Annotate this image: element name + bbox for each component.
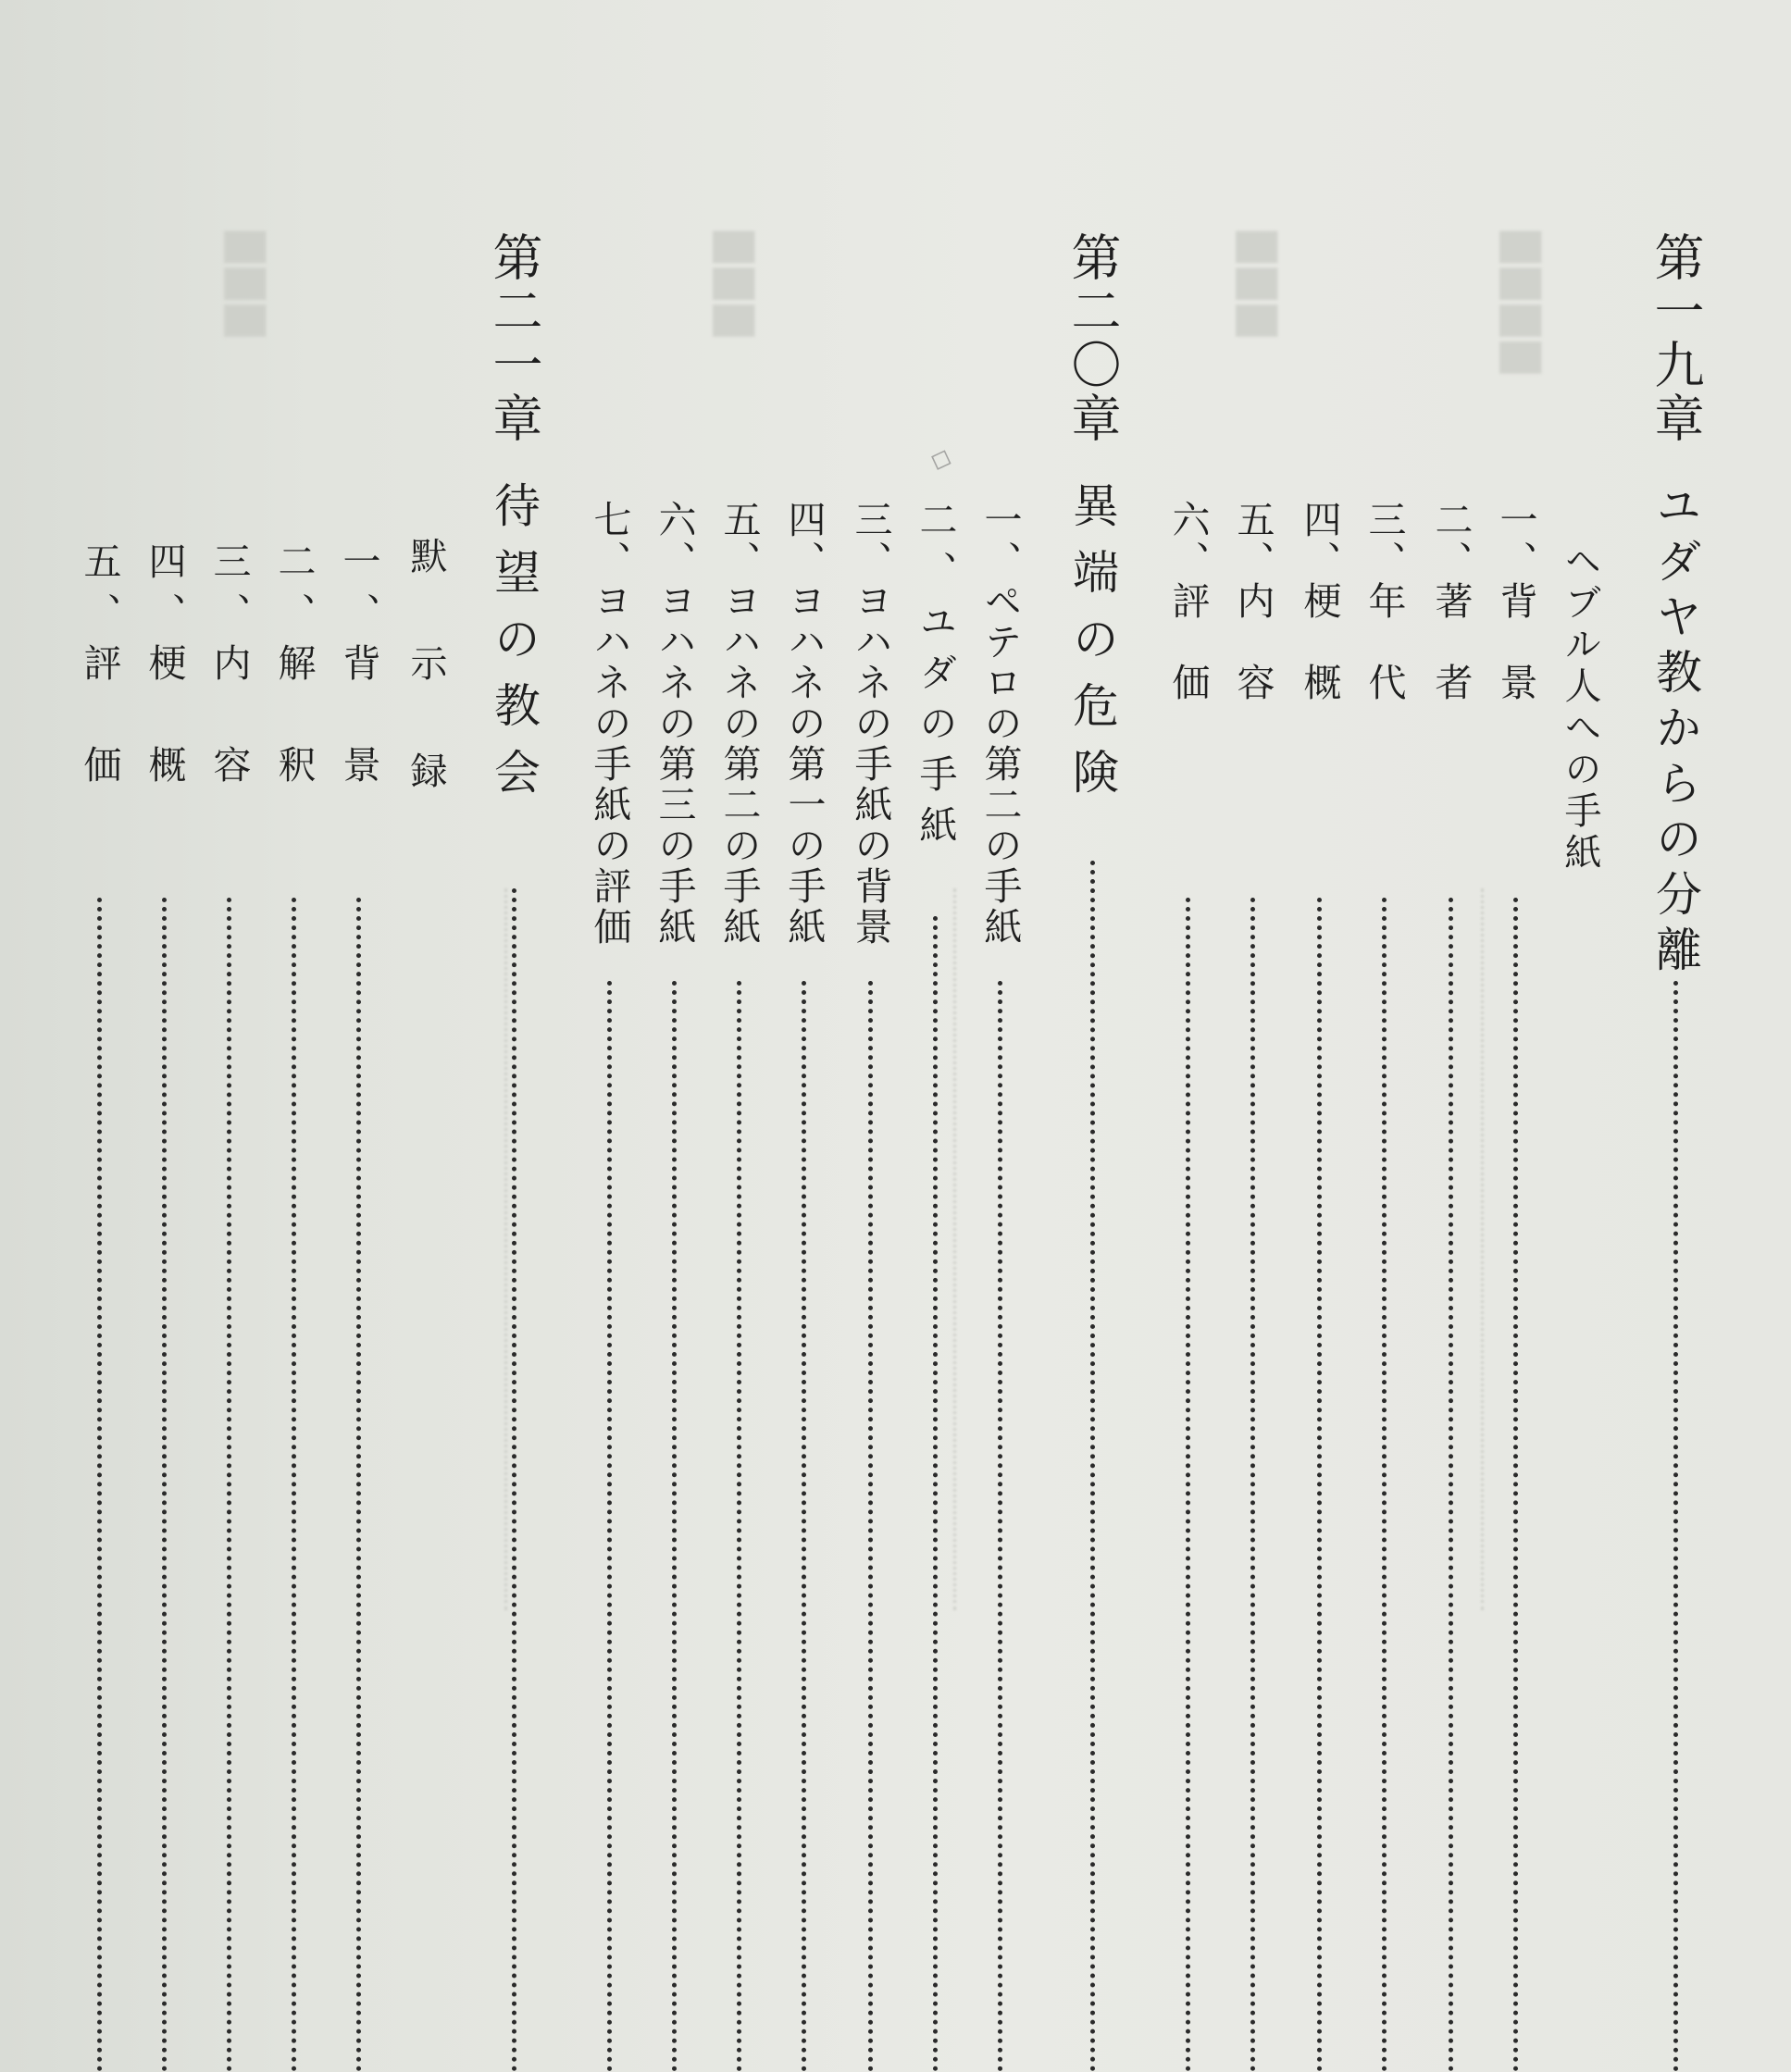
dot-leader [1513, 898, 1518, 2072]
entry-text: 一、ペテロの第二の手紙 [977, 500, 1023, 948]
entry-text: 三、内 容 [206, 541, 252, 796]
dot-leader [998, 981, 1002, 2072]
entry-text: 六、評 価 [1165, 500, 1211, 703]
dot-leader [1186, 898, 1190, 2072]
entry-text: 二、解 釈 [271, 541, 317, 796]
bleed-through-mark: ▇▇▇ [713, 231, 760, 342]
bleed-through-mark: ▇▇▇ [224, 231, 271, 342]
toc-entry [577, 0, 641, 2072]
dot-leader [1250, 898, 1255, 2072]
entry-text: 三、ヨハネの手紙の背景 [848, 500, 893, 948]
dot-leader [1449, 898, 1453, 2072]
dot-leader [868, 981, 873, 2072]
dot-leader [933, 916, 938, 2072]
entry-text: 三、年 代 [1362, 500, 1407, 703]
dot-leader [1382, 898, 1387, 2072]
dot-leader [1317, 898, 1322, 2072]
entry-text: 一、背 景 [336, 541, 381, 796]
entry-text: 二、著 者 [1428, 500, 1474, 703]
toc-entry [641, 0, 706, 2072]
toc-entry [67, 0, 131, 2072]
section-title: ヘブル人への手紙 [1559, 541, 1601, 875]
toc-entry [902, 0, 967, 2072]
dot-leader [802, 981, 806, 2072]
ink-smudge-mark: ◇ [921, 438, 963, 479]
toc-entry [326, 0, 391, 2072]
toc-entry [967, 0, 1032, 2072]
dot-leader [356, 898, 361, 2072]
entry-text: 五、評 価 [77, 541, 122, 796]
toc-entry [1351, 0, 1416, 2072]
dot-leader [162, 898, 167, 2072]
entry-text: 四、梗 概 [142, 541, 187, 796]
chapter-title: 待望の教会 [487, 481, 541, 814]
toc-entry [1220, 0, 1285, 2072]
dot-leader [607, 981, 612, 2072]
chapter-label: 第一九章 [1647, 231, 1705, 446]
entry-text: 五、内 容 [1230, 500, 1275, 703]
dot-leader [227, 898, 231, 2072]
dot-leader [737, 981, 741, 2072]
entry-text: 一、背 景 [1493, 500, 1538, 703]
toc-entry [131, 0, 196, 2072]
chapter-19-heading [1643, 0, 1708, 2072]
chapter-title: ユダヤ教からの分離 [1648, 481, 1702, 981]
dot-leader [1090, 861, 1095, 2072]
entry-text: 二、ユダの手紙 [913, 500, 958, 856]
bleed-through-mark: ▇▇▇▇ [1499, 231, 1547, 379]
section-heading [1548, 0, 1612, 2072]
chapter-20-heading [1060, 0, 1125, 2072]
entry-text: 四、梗 概 [1297, 500, 1342, 703]
entry-text: 四、ヨハネの第一の手紙 [781, 500, 827, 948]
dot-leader [512, 888, 516, 2072]
dot-leader [672, 981, 677, 2072]
toc-entry [1287, 0, 1351, 2072]
toc-entry [1418, 0, 1483, 2072]
chapter-label: 第二一章 [485, 231, 543, 446]
dot-leader [97, 898, 102, 2072]
toc-entry [771, 0, 836, 2072]
chapter-21-heading [481, 0, 546, 2072]
toc-entry [196, 0, 261, 2072]
entry-text: 六、ヨハネの第三の手紙 [652, 500, 697, 948]
toc-entry [1483, 0, 1548, 2072]
bleed-through-mark: ▇▇▇ [1236, 231, 1283, 342]
chapter-label: 第二〇章 [1063, 231, 1122, 446]
toc-entry [838, 0, 902, 2072]
chapter-title: 異端の危険 [1065, 481, 1119, 814]
entry-text: 七、ヨハネの手紙の評価 [587, 500, 632, 948]
toc-entry [261, 0, 326, 2072]
section-heading [393, 0, 458, 2072]
section-title: 默 示 録 [404, 537, 447, 805]
toc-entry [1155, 0, 1220, 2072]
dot-leader [292, 898, 296, 2072]
dot-leader [1673, 981, 1678, 2072]
toc-entry [706, 0, 771, 2072]
entry-text: 五、ヨハネの第二の手紙 [716, 500, 762, 948]
